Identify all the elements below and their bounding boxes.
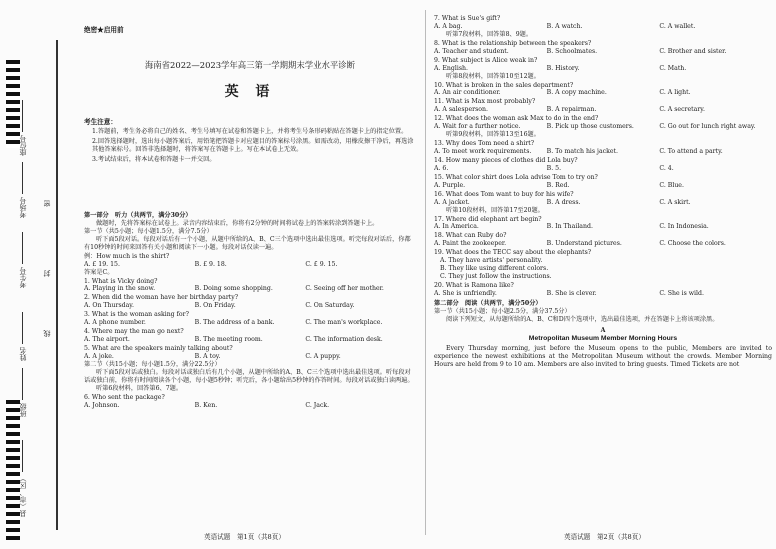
binding-line [56, 40, 58, 530]
part-heading: 第二部分 阅读（共两节，满分50分） [434, 299, 542, 307]
option: B. Ken. [194, 401, 218, 409]
option: B. History. [546, 64, 580, 72]
seal-mark-3: 线 [43, 330, 51, 337]
part-heading: 第一部分 听力（共两节，满分30分） [84, 212, 192, 219]
option: B. £ 9. 18. [194, 260, 227, 268]
binding-strip [0, 0, 72, 549]
option: A. English. [434, 64, 468, 72]
question: 13. Why does Tom need a shirt? [434, 140, 535, 148]
option: A. Playing in the snow. [84, 285, 156, 293]
field-seat-number: 座位号 [18, 100, 28, 156]
option: C. On Saturday. [305, 302, 355, 310]
question: 7. What is Sue's gift? [434, 15, 501, 22]
question: 20. What is Ramona like? [434, 282, 514, 289]
option: B. A repairman. [546, 106, 597, 114]
option: C. A wallet. [659, 22, 696, 30]
listening-section [84, 212, 416, 410]
question: 12. What does the woman ask Max to do in the end? [434, 115, 599, 123]
question: 9. What subject is Alice weak in? [434, 56, 538, 64]
option: A. 6. [434, 164, 449, 172]
option: B. 5. [546, 164, 562, 172]
material-note: 听第7段材料，回答第8、9题。 [446, 30, 533, 38]
option: B. The meeting room. [194, 336, 263, 344]
section-heading: 第二节（共15小题；每小题1.5分，满分22.5分） [84, 360, 221, 368]
question: 10. What is broken in the sales department? [434, 81, 574, 89]
option: B. Understand pictures. [546, 240, 622, 248]
option: A. An air conditioner. [434, 89, 501, 97]
option: B. Pick up those customers. [546, 123, 634, 131]
question-options [434, 240, 772, 248]
question: 2. When did the woman have her birthday party? [84, 294, 239, 302]
example-answer: 答案是C。 [84, 268, 114, 276]
instruction-item: 3.考试结束后，将本试卷和答题卡一并交回。 [92, 156, 216, 164]
option: A. Paint the zookeeper. [434, 240, 507, 248]
page-divider [425, 10, 426, 535]
part-intro: 做题时，先将答案标在试卷上。录音内容结束后，你将有2分钟的时间将试卷上的答案转涂到答题卡上。 [96, 219, 379, 227]
question-options [84, 285, 416, 293]
option: C. They just follow the instructions. [440, 273, 552, 281]
option: A. On Thursday. [84, 302, 134, 310]
option: C. The information desk. [305, 336, 383, 344]
question-options [434, 23, 772, 31]
page-footer: 英语试题 第2页（共8页） [564, 532, 645, 541]
seal-mark-1: 密 [43, 200, 51, 207]
question-options [84, 302, 416, 310]
section-heading: 第一节（共5小题；每小题1.5分，满分7.5分） [84, 227, 213, 235]
option: A. They have artists' personality. [440, 257, 543, 265]
option: A. A jacket. [434, 198, 470, 206]
option: C. A puppy. [305, 352, 341, 360]
example-options [84, 261, 416, 269]
question: 4. Where may the man go next? [84, 328, 184, 336]
question: 6. Who sent the package? [84, 393, 165, 401]
question-options [434, 223, 772, 231]
option: C. Choose the colors. [659, 240, 726, 248]
question-options [434, 65, 772, 73]
question: 15. What color shirt does Lola advise Tom to try on? [434, 173, 598, 181]
option: C. Seeing off her mother. [305, 285, 384, 293]
option: B. They like using different colors. [440, 265, 549, 273]
seal-mark-2: 封 [43, 270, 51, 277]
field-school: 县（市、区） [18, 440, 28, 517]
question-options [434, 165, 772, 173]
option: B. Schoolmates. [546, 47, 598, 55]
question-options [434, 106, 772, 114]
option: C. A light. [659, 89, 691, 97]
exam-title: 海南省2022—2023学年高三第一学期期末学业水平诊断 [144, 60, 356, 70]
listening-questions-continued [434, 14, 772, 369]
question: 14. How many pieces of clothes did Lola buy? [434, 156, 578, 164]
material-note: 听第10段材料，回答第17至20题。 [446, 206, 544, 214]
option: A. In America. [434, 223, 479, 231]
option: C. A secretary. [659, 106, 705, 114]
option: B. The address of a bank. [194, 319, 275, 327]
subject-title: 英 语 [224, 84, 276, 100]
option: B. Doing some shopping. [194, 285, 273, 293]
option: C. The man's workplace. [305, 319, 383, 327]
option: A. Purple. [434, 181, 466, 189]
option: B. A watch. [546, 22, 583, 30]
option: A. She is unfriendly. [434, 289, 497, 297]
option: A. A salesperson. [434, 106, 488, 114]
page-2-column [434, 0, 772, 549]
option: B. To match his jacket. [546, 148, 618, 155]
question: 11. What is Max most probably? [434, 98, 536, 106]
question-options [84, 319, 416, 327]
section-heading: 第一节（共15小题；每小题2.5分，满分37.5分） [434, 307, 571, 315]
question: 5. What are the speakers mainly talking about? [84, 345, 233, 352]
page-1-column [84, 0, 416, 549]
question-options [434, 123, 772, 131]
question: 1. What is Vicky doing? [84, 277, 158, 285]
question-options [434, 48, 772, 56]
instructions-heading: 考生注意： [84, 118, 117, 126]
option: A. The airport. [84, 336, 130, 344]
option: C. Brother and sister. [659, 47, 727, 55]
question: 16. What does Tom want to buy for his wife? [434, 190, 574, 198]
option: C. £ 9. 15. [305, 260, 338, 268]
question-options [434, 199, 772, 207]
question: 8. What is the relationship between the speakers? [434, 39, 592, 47]
option: B. Red. [546, 181, 570, 189]
field-class: 班级 [18, 368, 28, 417]
question: 3. What is the woman asking for? [84, 311, 189, 319]
option: B. A toy. [194, 352, 221, 360]
option: C. To attend a party. [659, 148, 723, 155]
example-question: 例：How much is the shirt? [84, 252, 170, 260]
material-note: 听第9段材料，回答第13至16题。 [446, 131, 540, 139]
option: B. She is clever. [546, 289, 597, 297]
option: A. Teacher and student. [434, 47, 509, 55]
field-exam-room: 考场号 [18, 162, 28, 218]
option: C. Math. [659, 64, 687, 72]
question-options [84, 353, 416, 361]
option: A. A joke. [84, 352, 114, 360]
passage-text: Every Thursday morning, just before the Museum opens to the public, Members are invited to experience the newest exhibitions at the Metropolitan Museum without the crowds. Member Morning Hours are held from 9 to 10 am. Members are also invited to bring guests. Timed Tickets are not [434, 345, 772, 369]
option: C. A skirt. [659, 198, 691, 206]
option: C. In Indonesia. [659, 223, 709, 231]
material-note: 听第6段材料，回答第6、7题。 [96, 384, 183, 392]
field-name: 姓名 [18, 312, 28, 361]
instruction-item: 1.答题前，考生务必将自己的姓名、考生号填写在试卷和答题卡上，并将考生号条形码粘贴在答题卡上的指定位置。 [92, 128, 408, 136]
option: A. A phone number. [84, 319, 146, 327]
question-options [434, 148, 772, 156]
option: C. Go out for lunch right away. [659, 123, 756, 131]
section-intro: 听下面5段对话或独白。每段对话或独白后有几个小题，从题中所给的A、B、C三个选项中选出最佳选项。听每段对话或独白前，你将有时间阅读各个小题，每小题5秒钟；听完后，各小题给出5秒钟的作答时间。每段对话或独白读两遍。 [84, 368, 414, 384]
option: B. On Friday. [194, 302, 236, 310]
question: 19. What does the TECC say about the elephants? [434, 249, 592, 257]
question-options [434, 182, 772, 190]
page-footer: 英语试题 第1页（共8页） [204, 532, 285, 541]
instructions-box [84, 118, 414, 164]
question-options [434, 89, 772, 97]
passage-title: Metropolitan Museum Member Morning Hours [528, 334, 678, 342]
question-options [84, 402, 416, 410]
option: B. In Thailand. [546, 223, 593, 231]
question: 17. Where did elephant art begin? [434, 215, 542, 223]
option: A. To meet work requirements. [434, 148, 532, 155]
question: 18. What can Ruby do? [434, 232, 507, 240]
instruction-item: 2.回答选择题时，选出每小题答案后，用铅笔把答题卡对应题目的答案标号涂黑。如需改动，用橡皮擦干净后，再选涂其他答案标号。回答非选择题时，将答案写在答题卡上。写在本试卷上无效。 [92, 138, 414, 154]
option: B. A dress. [546, 198, 581, 206]
option: B. A copy machine. [546, 89, 607, 97]
option: A. £ 19. 15. [84, 260, 120, 268]
field-exam-id: 考生号 [18, 232, 28, 288]
option: C. She is wild. [659, 289, 704, 297]
option: A. A bag. [434, 22, 463, 30]
passage-letter: A [600, 326, 606, 334]
option: A. Johnson. [84, 401, 120, 409]
option: C. Jack. [305, 401, 330, 409]
secret-label: 绝密★启用前 [84, 26, 124, 34]
question-options [84, 336, 416, 344]
section-intro: 听下面5段对话。每段对话后有一个小题，从题中所给的A、B、C三个选项中选出最佳选项。听完每段对话后，你都有10秒钟的时间来回答有关小题和阅读下一小题。每段对话仅读一遍。 [84, 235, 411, 251]
question-list [434, 15, 772, 298]
question-options [434, 290, 772, 298]
option: A. Wait for a further notice. [434, 123, 521, 131]
material-note: 听第8段材料，回答第10至12题。 [446, 72, 540, 80]
section-intro: 阅读下列短文，从每题所给的A、B、C和D四个选项中，选出最佳选项，并在答题卡上将该项涂黑。 [446, 315, 719, 323]
option: C. 4. [659, 164, 674, 172]
option: C. Blue. [659, 181, 684, 189]
